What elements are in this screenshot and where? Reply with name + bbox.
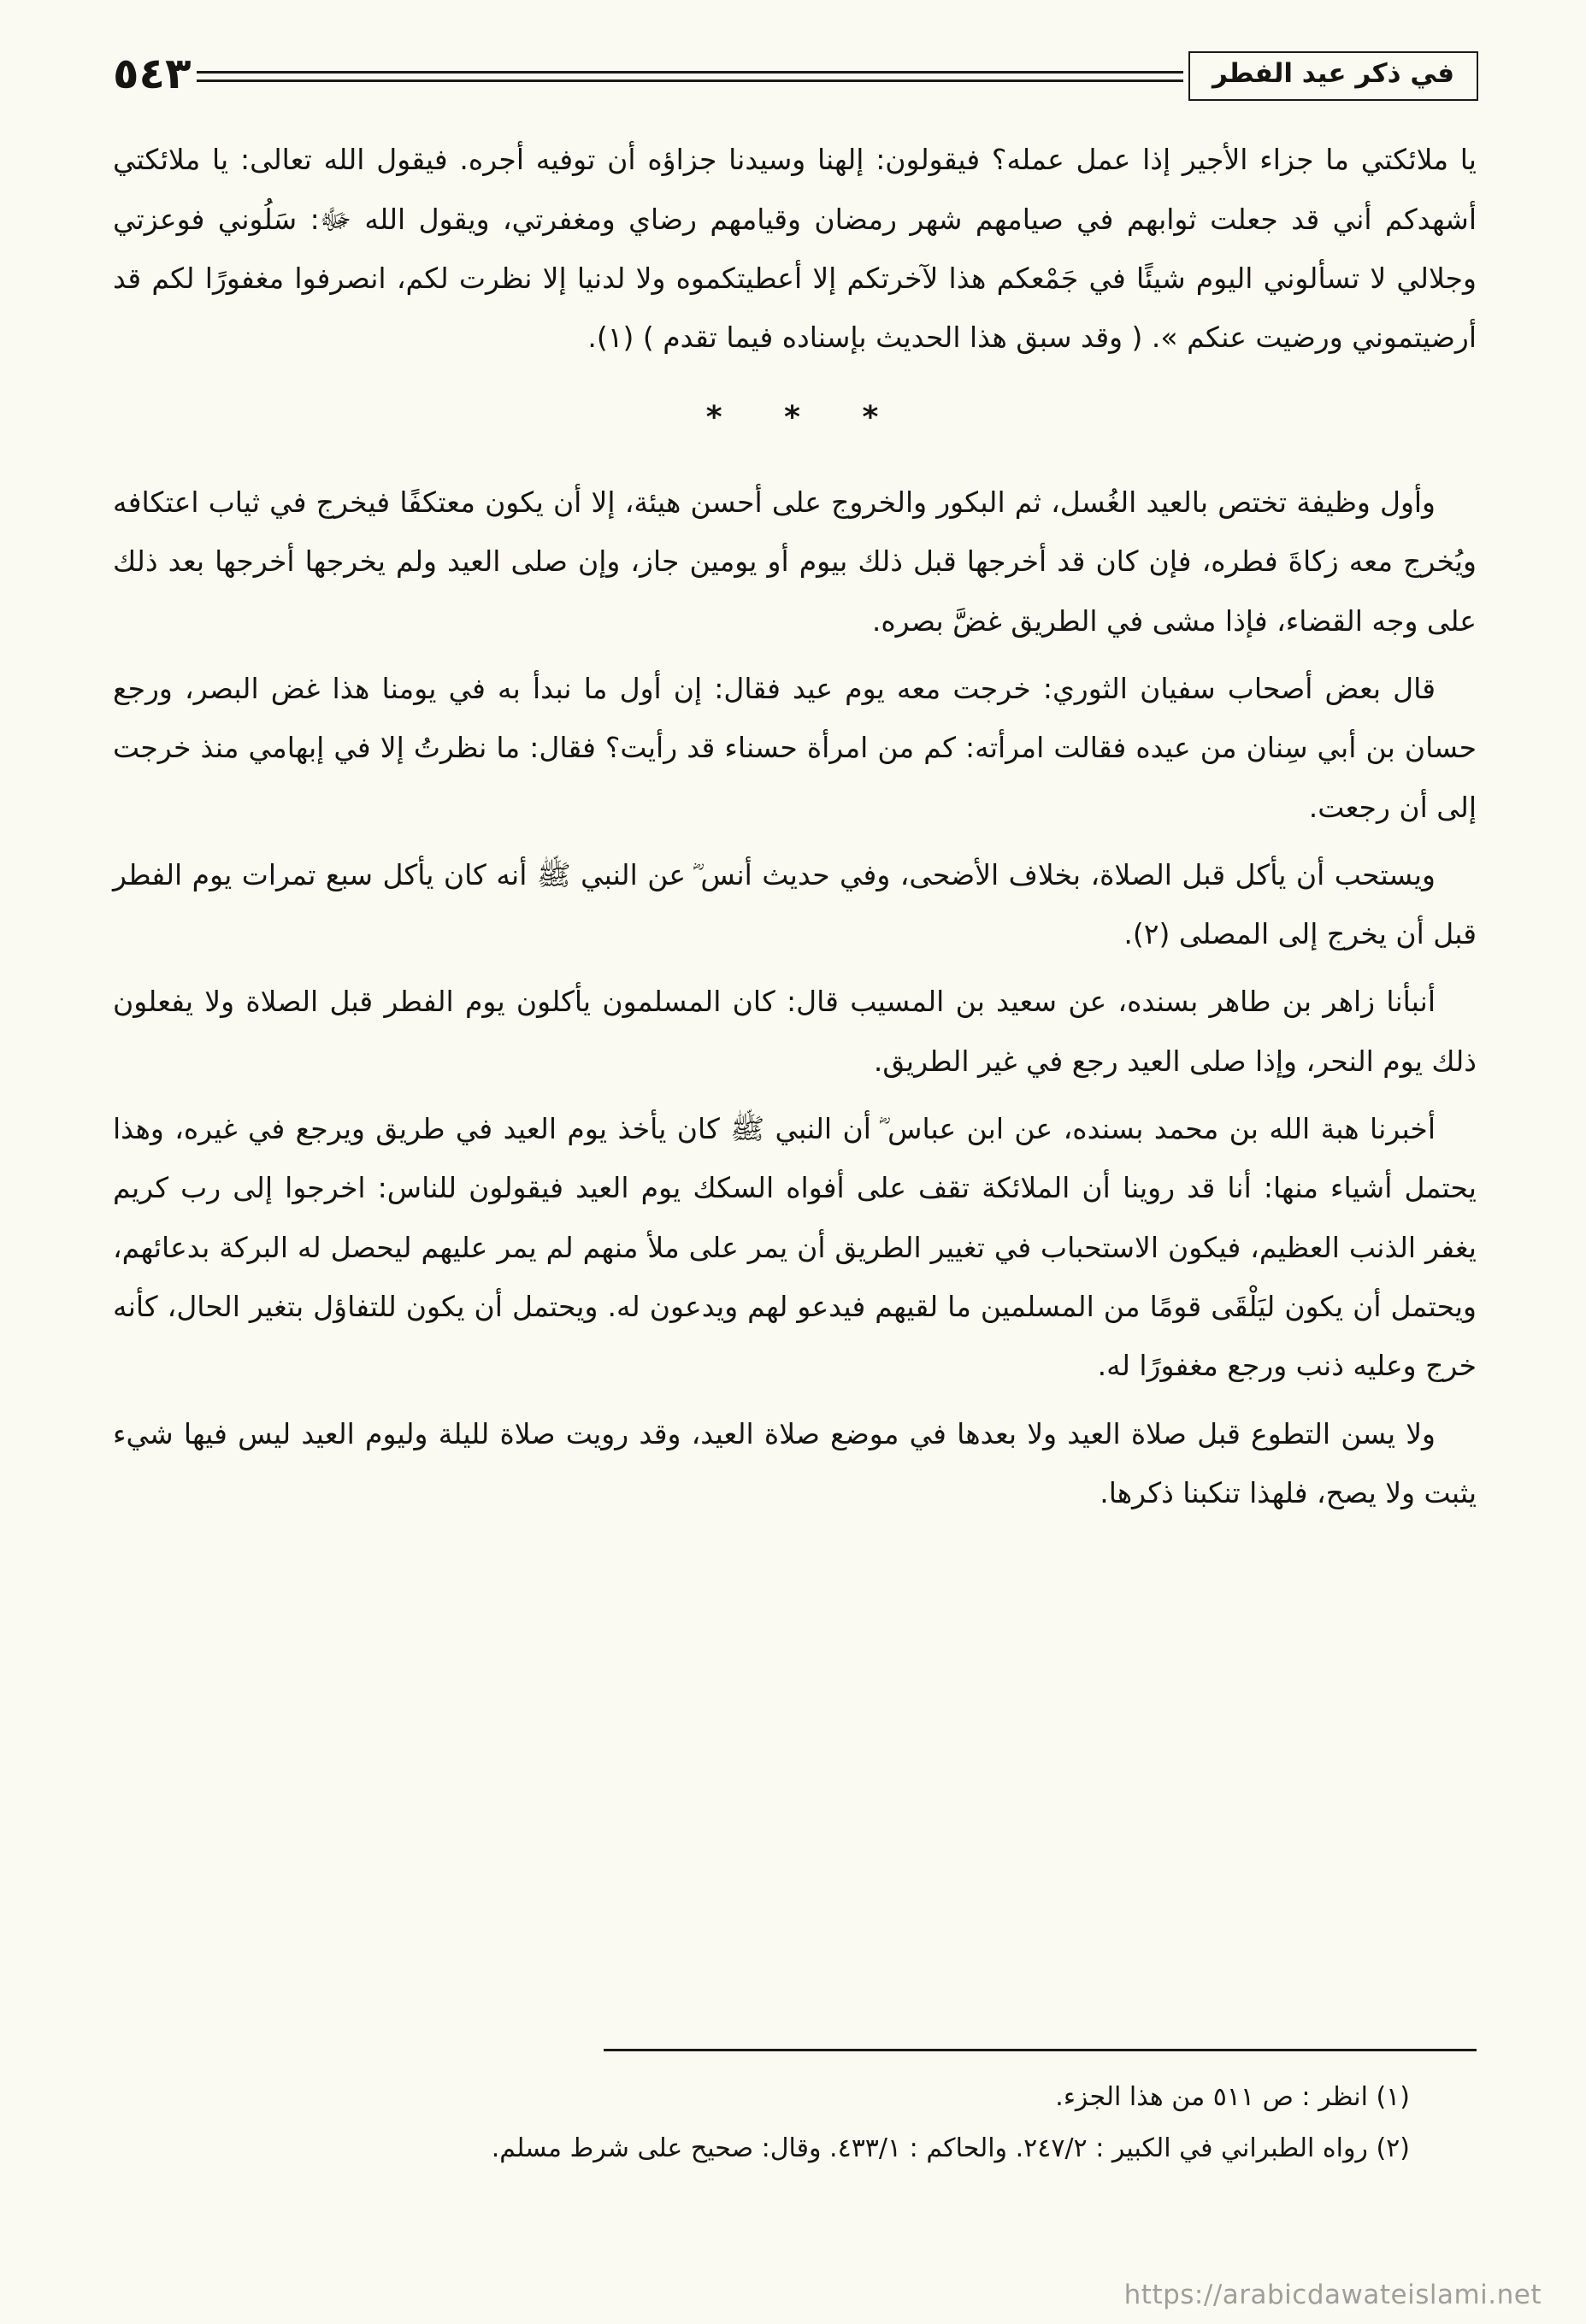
body-paragraph: أنبأنا زاهر بن طاهر بسنده، عن سعيد بن المسيب قال: كان المسلمون يأكلون يوم الفطر قبل الصلاة ولا يفعلون ذلك يوم النحر، وإذا صلى العيد رجع في غير الطريق. [113, 985, 1477, 1078]
body-paragraph: قال بعض أصحاب سفيان الثوري: خرجت معه يوم عيد فقال: إن أول ما نبدأ به في يومنا هذا غض البصر، ورجع حسان بن أبي سِنان من عيده فقالت امرأته: كم من امرأة حسناء قد رأيت؟ فقال: ما نظرتُ إلا في إبهامي منذ خرجت إلى أن رجعت. [113, 671, 1477, 824]
header-double-rule [197, 71, 1183, 82]
section-separator: * * * [705, 400, 884, 436]
footnotes-section [113, 2049, 1477, 2174]
body-paragraph: ويستحب أن يأكل قبل الصلاة، بخلاف الأضحى، وفي حديث أنس ؓ عن النبي ﷺ أنه كان يأكل سبع تمرات يوم الفطر قبل أن يخرج إلى المصلى (٢). [113, 857, 1477, 951]
chapter-title: في ذكر عيد الفطر [1188, 51, 1478, 101]
page-number: ٥٤٣ [113, 49, 192, 99]
body-text [113, 130, 1477, 1522]
watermark-url: https://arabicdawateislami.net [1123, 2280, 1542, 2310]
body-paragraph: ولا يسن التطوع قبل صلاة العيد ولا بعدها في موضع صلاة العيد، وقد رويت صلاة لليلة وليوم العيد ليس فيها شيء يثبت ولا يصح، فلهذا تنكبنا ذكرها. [113, 1416, 1477, 1509]
page-header [113, 51, 1478, 101]
body-paragraph: يا ملائكتي ما جزاء الأجير إذا عمل عمله؟ فيقولون: إلهنا وسيدنا جزاؤه أن توفيه أجره. فيقول الله تعالى: يا ملائكتي أشهدكم أني قد جعلت ثوابهم في صيامهم شهر رمضان وقيامهم رضاي ومغفرتي، ويقول الله ﷻ: سَلُوني فوعزتي وجلالي لا تسألوني اليوم شيئًا في جَمْعكم هذا لآخرتكم إلا أعطيتكموه ولا لدنيا إلا نظرت لكم، انصرفوا مغفورًا لكم قد أرضيتموني ورضيت عنكم ». ( وقد سبق هذا الحديث بإسناده فيما تقدم ) (١). [113, 143, 1477, 355]
footnote: (١) انظر : ص ٥١١ من هذا الجزء. [1055, 2082, 1410, 2112]
body-paragraph: وأول وظيفة تختص بالعيد الغُسل، ثم البكور والخروج على أحسن هيئة، إلا أن يكون معتكفًا فيخرج في ثياب اعتكافه ويُخرج معه زكاةَ فطره، فإن كان قد أخرجها قبل ذلك بيوم أو يومين جاز، وإن صلى العيد ولم يخرجها أخرجها بعد ذلك على وجه القضاء، فإذا مشى في الطريق غضَّ بصره. [113, 485, 1477, 638]
footnote: (٢) رواه الطبراني في الكبير : ٢٤٧/٢. والحاكم : ٤٣٣/١. وقال: صحيح على شرط مسلم. [491, 2133, 1410, 2163]
footnote-divider [604, 2049, 1477, 2051]
body-paragraph: أخبرنا هبة الله بن محمد بسنده، عن ابن عباس ؓ أن النبي ﷺ كان يأخذ يوم العيد في طريق ويرجع في غيره، وهذا يحتمل أشياء منها: أنا قد روينا أن الملائكة تقف على أفواه السكك يوم العيد فيقولون للناس: اخرجوا إلى رب كريم يغفر الذنب العظيم، فيكون الاستحباب في تغيير الطريق أن يمر على ملأ منهم لم يمر عليهم ليحصل له البركة بدعائهم، ويحتمل أن يكون ليَلْقَى قومًا من المسلمين ما لقيهم فيدعو لهم ويدعون له. ويحتمل أن يكون للتفاؤل بتغير الحال، كأنه خرج وعليه ذنب ورجع مغفورًا له. [113, 1112, 1477, 1383]
